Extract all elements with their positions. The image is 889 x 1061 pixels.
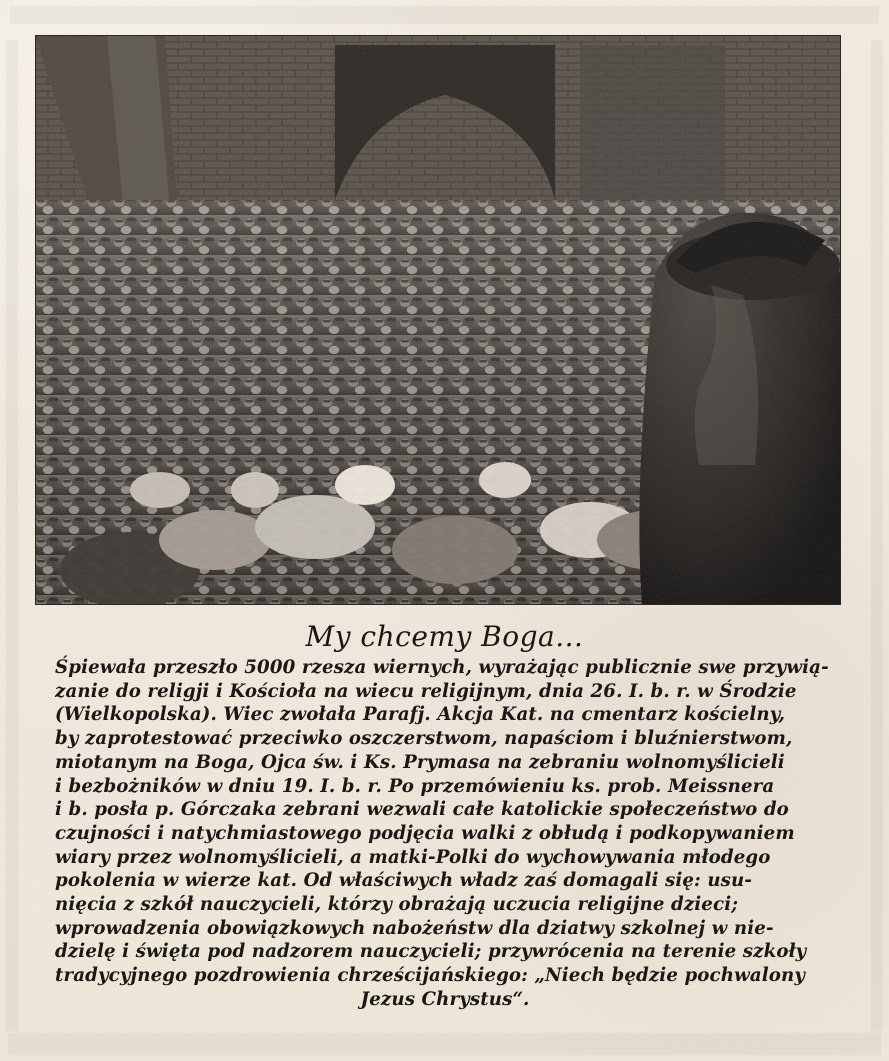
- paper-bleed-left: [6, 40, 18, 1031]
- paper-bleed-top: [10, 6, 879, 24]
- article-body: [55, 656, 835, 1012]
- article-line: (Wielkopolska). Wiec zwołała Parafj. Akcja Kat. na cmentarz kościelny,: [55, 704, 786, 726]
- article-line: zanie do religji i Kościoła na wiecu religijnym, dnia 26. I. b. r. w Środzie: [55, 680, 797, 702]
- article-line: wprowadzenia obowiązkowych nabożeństw dla dziatwy szkolnej w nie-: [55, 917, 774, 939]
- article-line: tradycyjnego pozdrowienia chrześcijańskiego: „Niech będzie pochwalony: [55, 965, 806, 987]
- article-line: i b. posła p. Górczaka zebrani wezwali całe katolickie społeczeństwo do: [55, 799, 789, 821]
- article-title: My chcemy Boga...: [305, 620, 584, 653]
- article-line: dzielę i święta pod nadzorem nauczycieli; przywrócenia na terenie szkoły: [55, 941, 807, 963]
- article-line: by zaprotestować przeciwko oszczerstwom, napaściom i bluźnierstwom,: [55, 728, 793, 750]
- crowd-photo: [35, 35, 841, 605]
- article-line: i bezbożników w dniu 19. I. b. r. Po przemówieniu ks. prob. Meissnera: [55, 775, 775, 797]
- article-line: czujności i natychmiastowego podjęcia walki z obłudą i podkopywaniem: [55, 822, 795, 844]
- article-line: Śpiewała przeszło 5000 rzesza wiernych, wyrażając publicznie swe przywią-: [55, 657, 829, 678]
- article-line: Jezus Chrystus“.: [360, 988, 530, 1010]
- paper-bleed-bottom: [8, 1033, 881, 1055]
- paper-bleed-right: [871, 40, 883, 1031]
- crowd-photo-illustration: [35, 35, 841, 605]
- article-line: miotanym na Boga, Ojca św. i Ks. Prymasa na zebraniu wolnomyślicieli: [55, 751, 785, 773]
- article-line: wiary przez wolnomyślicieli, a matki-Polki do wychowywania młodego: [55, 846, 771, 868]
- article-line: nięcia z szkół nauczycieli, którzy obrażają uczucia religijne dzieci;: [55, 894, 739, 916]
- article-line: pokolenia w wierze kat. Od właściwych władz zaś domagali się: usu-: [55, 870, 753, 892]
